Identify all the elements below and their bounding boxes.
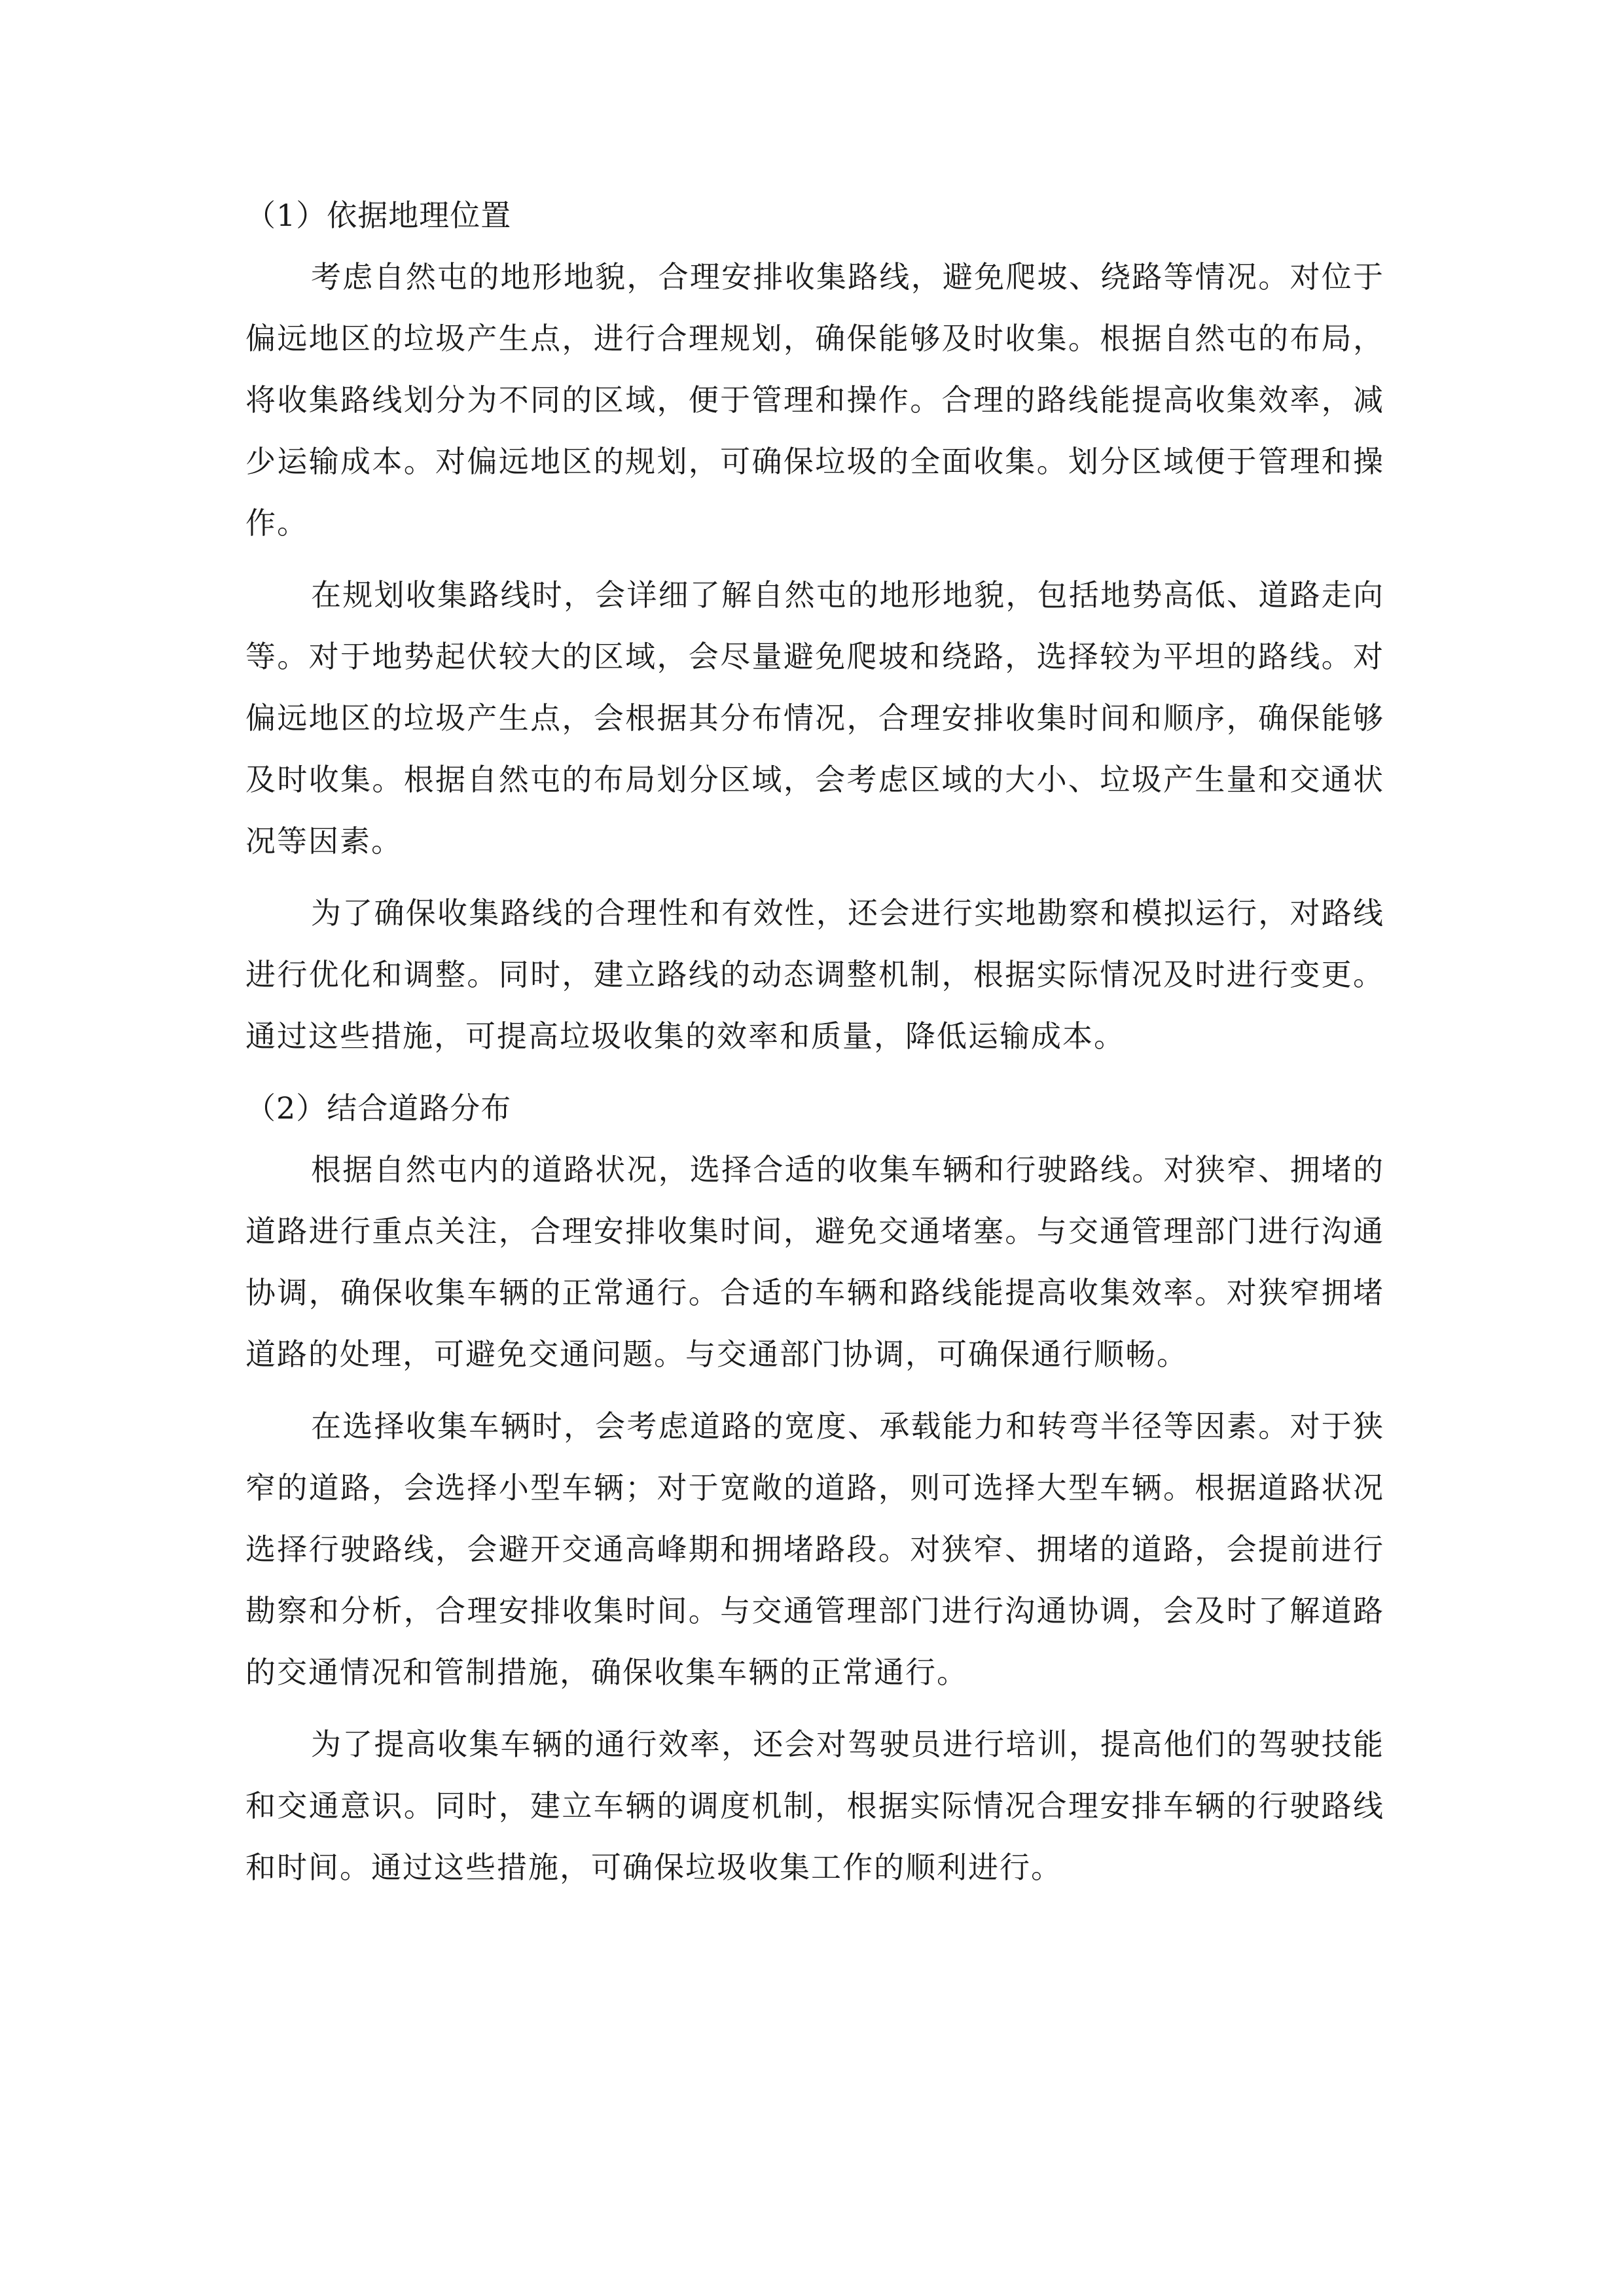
paragraph: 为了确保收集路线的合理性和有效性，还会进行实地勘察和模拟运行，对路线进行优化和调整。同时，建立路线的动态调整机制，根据实际情况及时进行变更。通过这些措施，可提高垃圾收集的效率和质量，降低运输成本。 <box>245 895 1384 1054</box>
section-road-distribution <box>245 1077 1384 1898</box>
paragraph: 在规划收集路线时，会详细了解自然屯的地形地貌，包括地势高低、道路走向等。对于地势起伏较大的区域，会尽量避免爬坡和绕路，选择较为平坦的路线。对偏远地区的垃圾产生点，会根据其分布情况，合理安排收集时间和顺序，确保能够及时收集。根据自然屯的布局划分区域，会考虑区域的大小、垃圾产生量和交通状况等因素。 <box>245 577 1384 859</box>
paragraph: 考虑自然屯的地形地貌，合理安排收集路线，避免爬坡、绕路等情况。对位于偏远地区的垃圾产生点，进行合理规划，确保能够及时收集。根据自然屯的布局，将收集路线划分为不同的区域，便于管理和操作。合理的路线能提高收集效率，减少运输成本。对偏远地区的规划，可确保垃圾的全面收集。划分区域便于管理和操作。 <box>245 259 1384 541</box>
section-geographic-location <box>245 185 1384 1067</box>
section-heading: （2）结合道路分布 <box>245 1090 512 1126</box>
document-page <box>245 185 1384 1909</box>
paragraph: 根据自然屯内的道路状况，选择合适的收集车辆和行驶路线。对狭窄、拥堵的道路进行重点关注，合理安排收集时间，避免交通堵塞。与交通管理部门进行沟通协调，确保收集车辆的正常通行。合适的车辆和路线能提高收集效率。对狭窄拥堵道路的处理，可避免交通问题。与交通部门协调，可确保通行顺畅。 <box>245 1152 1384 1372</box>
section-heading: （1）依据地理位置 <box>245 198 512 233</box>
paragraph: 为了提高收集车辆的通行效率，还会对驾驶员进行培训，提高他们的驾驶技能和交通意识。同时，建立车辆的调度机制，根据实际情况合理安排车辆的行驶路线和时间。通过这些措施，可确保垃圾收集工作的顺利进行。 <box>245 1727 1384 1885</box>
paragraph: 在选择收集车辆时，会考虑道路的宽度、承载能力和转弯半径等因素。对于狭窄的道路，会选择小型车辆；对于宽敞的道路，则可选择大型车辆。根据道路状况选择行驶路线，会避开交通高峰期和拥堵路段。对狭窄、拥堵的道路，会提前进行勘察和分析，合理安排收集时间。与交通管理部门进行沟通协调，会及时了解道路的交通情况和管制措施，确保收集车辆的正常通行。 <box>245 1408 1384 1690</box>
